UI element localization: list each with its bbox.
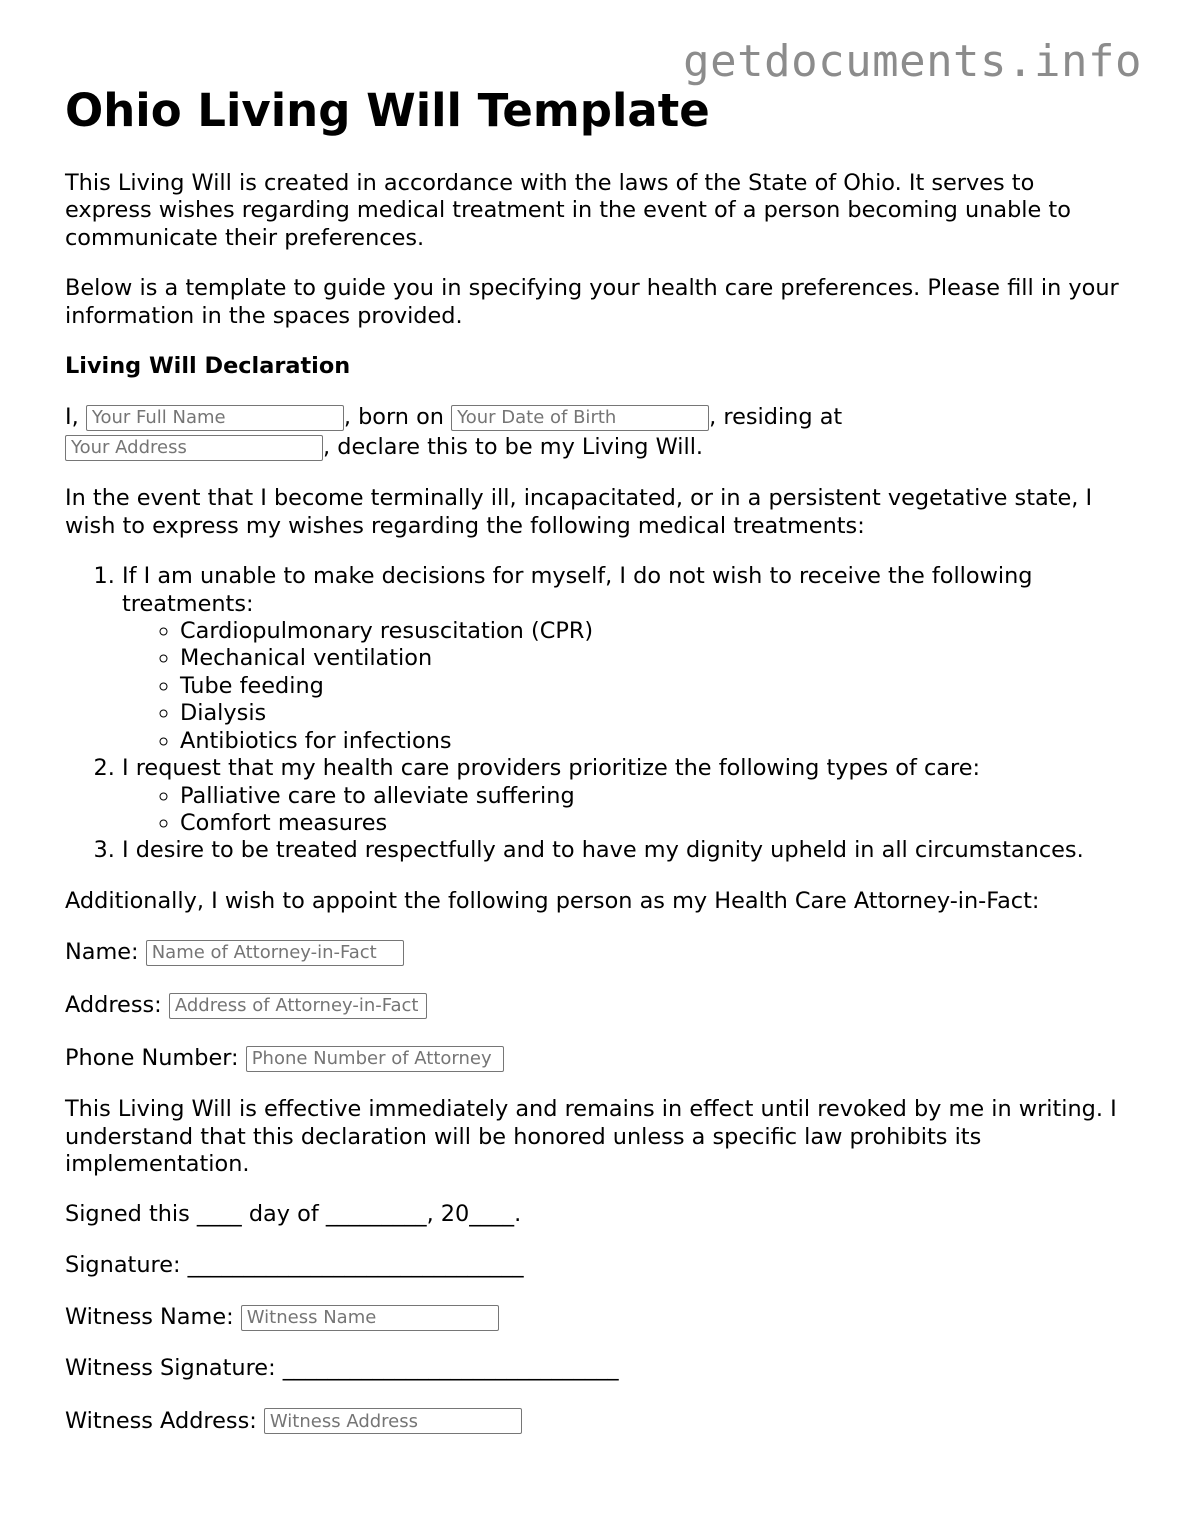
attorney-address-input[interactable]: [169, 993, 427, 1019]
signature-line: Signature: ______________________________: [65, 1251, 524, 1278]
preferred-care-list: [122, 783, 1125, 838]
witness-signature-line: Witness Signature: ______________________________: [65, 1355, 619, 1382]
witness-address-input[interactable]: [264, 1408, 522, 1434]
attorney-phone-input[interactable]: [246, 1046, 504, 1072]
list-item: [122, 755, 1125, 837]
list-item: [122, 563, 1125, 755]
list-item: ◦ Dialysis: [180, 700, 1125, 727]
event-paragraph: In the event that I become terminally ill, incapacitated, or in a persistent vegetative state, I wish to express my wishes regarding the following medical treatments:: [65, 485, 1093, 539]
declaration-prefix: I,: [65, 404, 86, 431]
attorney-intro: Additionally, I wish to appoint the following person as my Health Care Attorney-in-Fact:: [65, 887, 1040, 914]
page-title: Ohio Living Will Template: [65, 84, 710, 137]
effective-paragraph: This Living Will is effective immediately and remains in effect until revoked by me in writing. I understand that this declaration will be honored unless a specific law prohibits its implementation.: [65, 1096, 1117, 1177]
list-item-text: If I am unable to make decisions for myself, I do not wish to receive the following treatments:: [122, 563, 1033, 617]
attorney-phone-row: [65, 1043, 1125, 1073]
watermark: getdocuments.info: [683, 36, 1142, 87]
list-item: ◦ Mechanical ventilation: [180, 645, 1125, 672]
witness-address-row: [65, 1406, 1125, 1436]
declaration-heading: Living Will Declaration: [65, 353, 351, 380]
declaration-paragraph: [65, 402, 1125, 462]
witness-name-row: [65, 1302, 1125, 1332]
refused-treatments-list: [122, 618, 1125, 755]
list-item-text: I desire to be treated respectfully and to have my dignity upheld in all circumstances.: [122, 837, 1084, 864]
born-on-text: , born on: [343, 404, 452, 431]
attorney-name-row: [65, 937, 1125, 967]
witness-name-label: Witness Name:: [65, 1304, 241, 1331]
list-item: ◦ Palliative care to alleviate suffering: [180, 783, 1125, 810]
attorney-name-input[interactable]: [146, 940, 404, 966]
treatment-preferences-list: [65, 563, 1125, 864]
declaration-suffix: , declare this to be my Living Will.: [323, 434, 704, 461]
witness-address-label: Witness Address:: [65, 1407, 264, 1434]
witness-name-input[interactable]: [241, 1305, 499, 1331]
attorney-address-row: [65, 990, 1125, 1020]
signed-date-line: Signed this ____ day of _________, 20____.: [65, 1201, 522, 1228]
list-item: ◦ Comfort measures: [180, 810, 1125, 837]
intro-paragraph: This Living Will is created in accordance with the laws of the State of Ohio. It serves to express wishes regarding medical treatment in the event of a person becoming unable to communicate their preferences.: [65, 170, 1071, 251]
list-item: ◦ Antibiotics for infections: [180, 728, 1125, 755]
attorney-phone-label: Phone Number:: [65, 1045, 246, 1072]
attorney-name-label: Name:: [65, 939, 146, 966]
full-name-input[interactable]: [86, 405, 344, 431]
residing-at-text: , residing at: [709, 404, 843, 431]
list-item: ◦ Tube feeding: [180, 673, 1125, 700]
address-input[interactable]: [65, 435, 323, 461]
list-item: [122, 837, 1125, 864]
list-item-text: I request that my health care providers prioritize the following types of care:: [122, 755, 981, 782]
document-page: [65, 84, 1125, 1436]
date-of-birth-input[interactable]: [451, 405, 709, 431]
list-item: ◦ Cardiopulmonary resuscitation (CPR): [180, 618, 1125, 645]
instructions-paragraph: Below is a template to guide you in specifying your health care preferences. Please fill in your information in the spaces provided.: [65, 275, 1119, 329]
attorney-address-label: Address:: [65, 992, 169, 1019]
